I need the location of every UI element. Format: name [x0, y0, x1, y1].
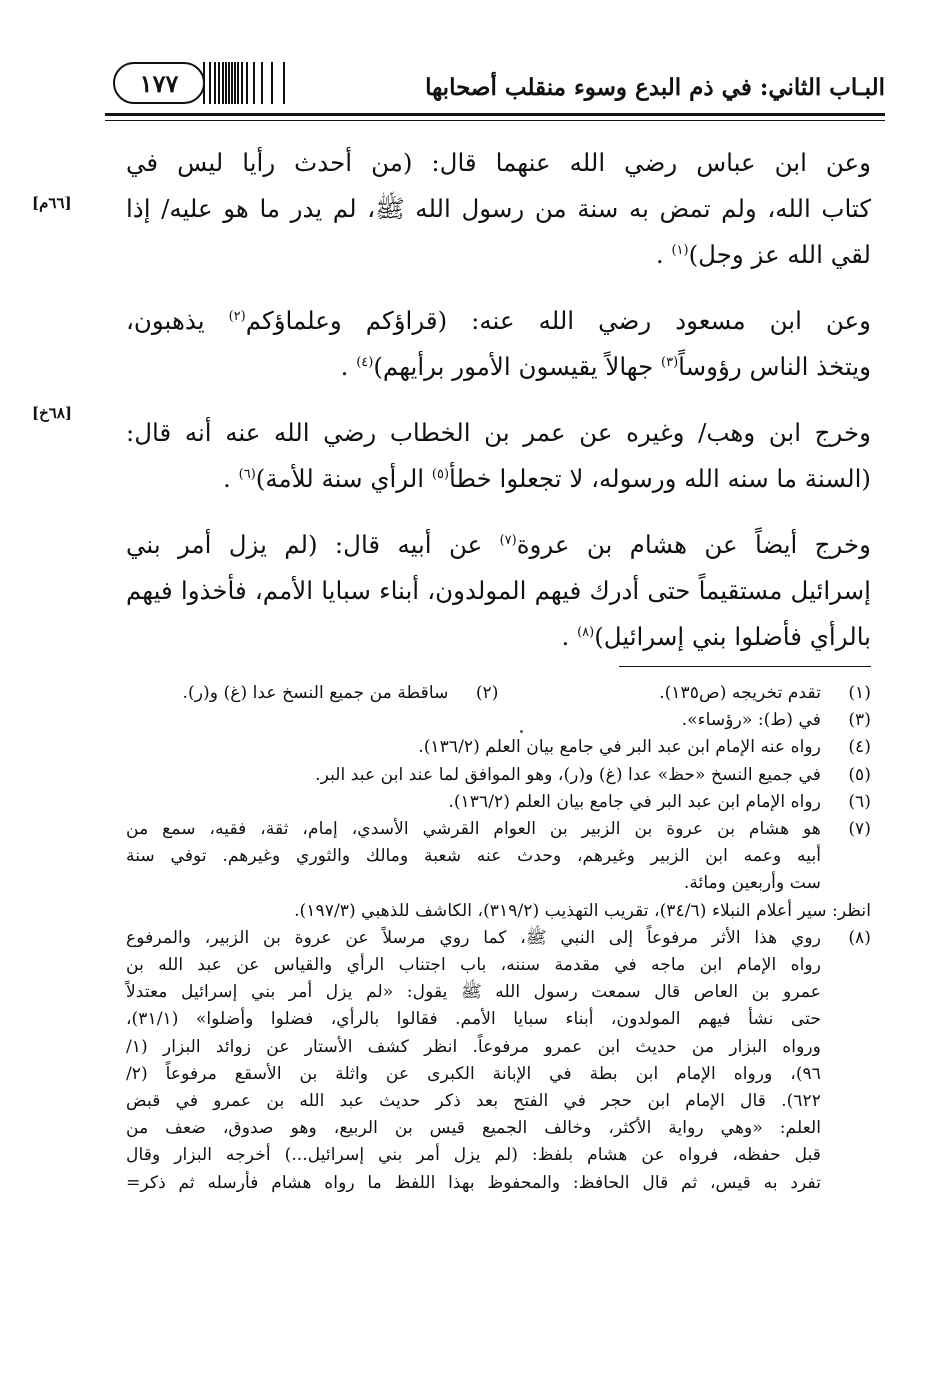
page-number-badge: [113, 62, 205, 104]
footnote-ref: (٧): [499, 532, 517, 548]
footnote-ref: (٦): [238, 466, 256, 482]
footnote-4: [126, 734, 871, 761]
footnote-5: [126, 762, 871, 789]
footnote-1: [499, 680, 872, 707]
text-line: يذهبون،: [126, 306, 205, 335]
footnote-text: رواه الإمام ابن عبد البر في جامع بيان العلم (١٣٦/٢).: [448, 791, 821, 812]
footnote-ref: (٨): [577, 624, 595, 640]
text-line: الرأي سنة للأمة): [255, 464, 425, 493]
footnote-text: ورواه البزار من حديث ابن عمرو مرفوعاً. انظر كشف الأستار عن زوائد البزار (١/: [126, 1036, 821, 1057]
text-line: إسرائيل مستقيماً حتى أدرك فيهم المولدون، أبناء سبايا الأمم، فأخذوا فيهم: [126, 576, 871, 605]
footnote-text: هو هشام بن عروة بن الزبير بن العوام القرشي الأسدي، إمام، ثقة، فقيه، سمع من: [126, 819, 821, 840]
sentence-end: .: [655, 240, 664, 269]
paragraph-ibn-masud: [126, 298, 871, 390]
footnote-text: روي هذا الأثر مرفوعاً إلى النبي ﷺ، كما روي مرسلاً عن عروة بن الزبير، والمرفوع: [126, 927, 821, 948]
footnote-7: [126, 816, 871, 898]
paragraph-ibn-wahb: [126, 410, 871, 502]
page-number: ١٧٧: [139, 68, 179, 98]
margin-note-68kh: [٦٨خ]: [32, 404, 73, 422]
footnote-ref: (١): [671, 242, 689, 258]
sentence-end: .: [340, 352, 349, 381]
main-text: [126, 140, 871, 680]
footnote-3: [126, 707, 871, 734]
text-line: لقي الله عز وجل): [688, 240, 871, 269]
footnote-text: تفرد به قيس، ثم قال الحافظ: والمحفوظ بهذا اللفظ ما رواه هشام فأرسله ثم ذكر=: [126, 1172, 821, 1193]
text-line: وعن ابن مسعود رضي الله عنه: (قراؤكم وعلماؤكم: [245, 306, 871, 335]
paragraph-hisham: [126, 522, 871, 660]
footnote-text: قبل حفظه، فرواه عن هشام بلفظ: (لم يزل أمر بني إسرائيل...) أخرجه البزار وقال: [126, 1145, 821, 1166]
footnotes: [126, 680, 871, 1197]
footnote-text: ساقطة من جميع النسخ عدا (غ) و(ر).: [182, 683, 449, 703]
footnote-number: (٨): [848, 927, 871, 948]
text-line: ويتخذ الناس رؤوساً: [678, 352, 871, 381]
text-line: وخرج أيضاً عن هشام بن عروة: [516, 530, 871, 559]
sentence-end: .: [561, 622, 570, 651]
footnote-text: ٩٦)، ورواه الإمام ابن بطة في الإبانة الكبرى عن واثلة بن الأسقع مرفوعاً (٢/: [126, 1063, 821, 1084]
footnote-text: رواه الإمام ابن ماجه في مقدمة سننه، باب اجتناب الرأي والقياس عن عبد الله بن: [126, 955, 821, 976]
footnote-ref: (٤): [356, 354, 374, 370]
footnote-number: (٥): [848, 764, 871, 785]
running-header: [105, 52, 885, 118]
footnote-8: [126, 925, 871, 1197]
text-line: وعن ابن عباس رضي الله عنهما قال: (من أحدث رأيا ليس في: [126, 148, 871, 177]
header-rule-thin: [105, 120, 885, 121]
footnote-number: (٤): [848, 737, 871, 758]
sentence-end: .: [223, 464, 231, 493]
footnote-number: (٧): [848, 819, 871, 840]
footnote-pair: [126, 680, 871, 707]
footnote-number: (١): [848, 683, 871, 703]
footnote-ref: (٣): [661, 354, 679, 370]
footnote-text: العلم: «وهي رواية الأكثر، وخالف الجميع قيس بن الربيع، وهو صدوق، ضعف من: [126, 1118, 821, 1139]
paragraph-ibn-abbas: [126, 140, 871, 278]
footnote-text: رواه عنه الإمام ابن عبد البر في جامع بيان العلم (١٣٦/٢).: [418, 737, 821, 758]
footnote-text: في (ط): «رؤساء».: [681, 710, 821, 731]
text-line: وخرج ابن وهب/ وغيره عن عمر بن الخطاب رضي الله عنه أنه قال:: [126, 418, 871, 447]
footnote-separator: [619, 666, 871, 667]
text-line: جهالاً يقيسون الأمور برأيهم): [373, 352, 654, 381]
text-line: عن أبيه قال: (لم يزل أمر بني: [126, 530, 483, 559]
footnote-number: (٣): [848, 710, 871, 731]
footnote-text: عمرو بن العاص قال سمعت رسول الله ﷺ يقول: «لم يزل أمر بني إسرائيل معتدلاً: [126, 982, 821, 1003]
text-line: (السنة ما سنه الله ورسوله، لا تجعلوا خطأ: [449, 464, 871, 493]
footnote-number: (٦): [848, 791, 871, 812]
footnote-text: ست وأربعين ومائة.: [683, 873, 821, 894]
footnote-text: في جميع النسخ «حظ» عدا (غ) و(ر)، وهو الموافق لما عند ابن عبد البر.: [315, 764, 821, 785]
footnote-ref: (٢): [228, 308, 246, 324]
text-line: كتاب الله، ولم تمض به سنة من رسول الله ﷺ، لم يدر ما هو عليه/ إذا: [126, 194, 871, 223]
footnote-number: (٢): [475, 683, 499, 703]
header-ornament: [203, 62, 321, 104]
footnote-text: انظر: سير أعلام النبلاء (٣٤/٦)، تقريب التهذيب (٣١٩/٢)، الكاشف للذهبي (١٩٧/٣).: [294, 900, 871, 921]
footnote-ref: (٥): [431, 466, 450, 482]
footnote-7-reference: [126, 898, 871, 925]
chapter-title: البـاب الثاني: في ذم البدع وسوء منقلب أصحابها: [425, 74, 885, 101]
footnote-text: حتى نشأ فيهم المولدون، أبناء سبايا الأمم. فقالوا بالرأي، فضلوا وأضلوا» (٣١/١)،: [126, 1009, 821, 1030]
footnote-text: تقدم تخريجه (ص١٣٥).: [659, 683, 821, 703]
footnote-6: [126, 789, 871, 816]
text-line: بالرأي فأضلوا بني إسرائيل): [594, 622, 871, 651]
margin-note-66m: [٦٦م]: [32, 194, 72, 212]
footnote-text: أبيه وعمه ابن الزبير وغيرهم، وحدث عنه شعبة ومالك والثوري وغيرهم. توفي سنة: [126, 846, 821, 867]
footnote-2: [126, 680, 499, 707]
header-rule: [105, 113, 885, 116]
footnote-text: ٦٢٢). قال الإمام ابن حجر في الفتح بعد ذكر حديث عبد الله بن عمرو في قبض: [126, 1091, 821, 1112]
